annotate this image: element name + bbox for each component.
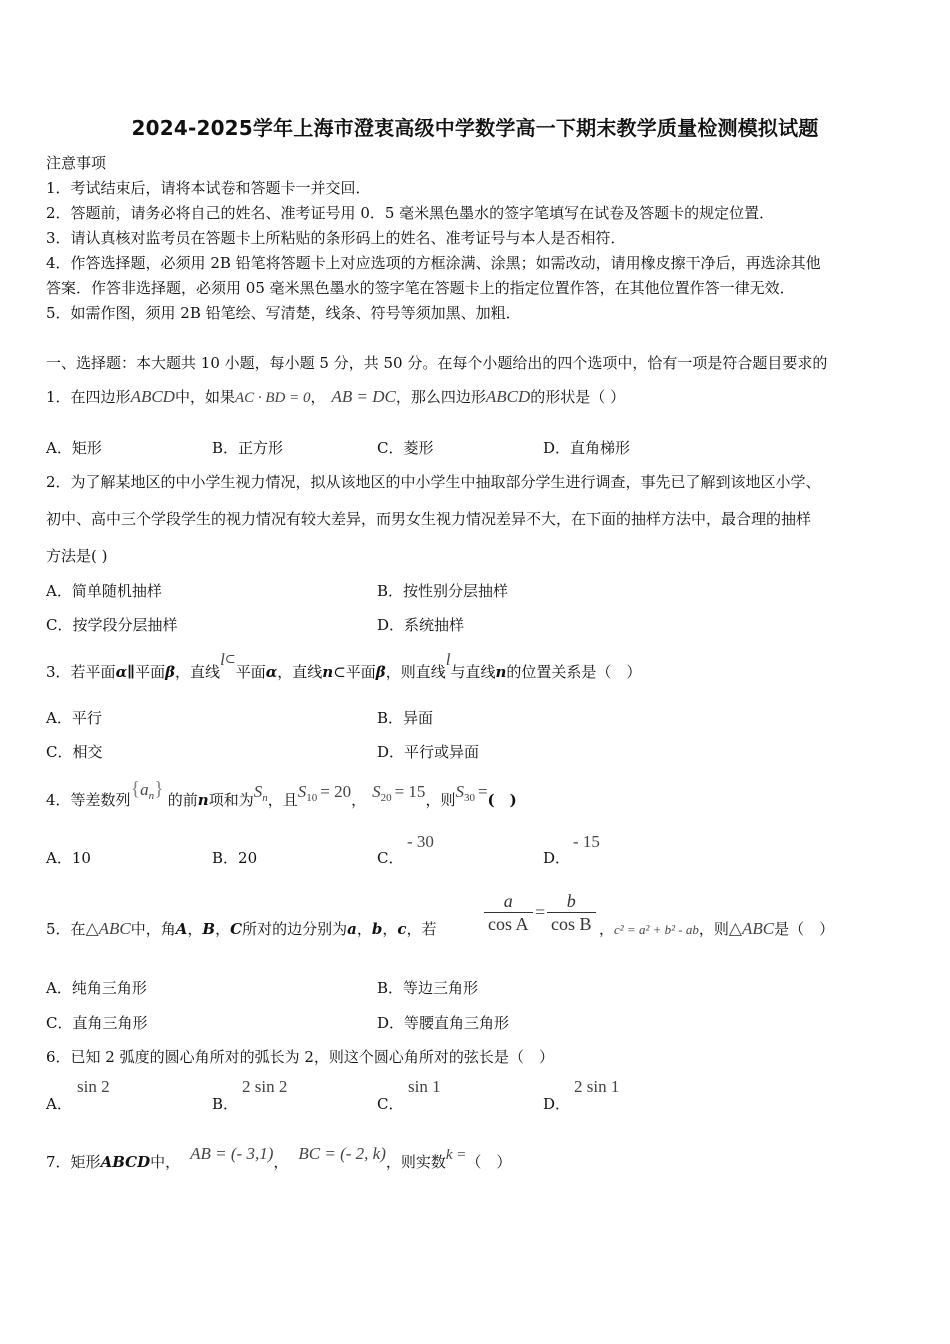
option-a: A．矩形 [46,439,102,457]
option-d: D．系统抽样 [377,616,465,634]
option-c: C．按学段分层抽样 [46,616,178,634]
math-expression: AB = (- 3,1) [190,1144,274,1163]
option-a: A．简单随机抽样 [46,582,162,600]
option-d-value: - 15 [573,832,600,851]
fraction-a-over-cosa: $\frac{a}{\text{cos A}}$ [484,890,533,935]
question-2-line: 初中、高中三个学段学生的视力情况有较大差异，而男女生视力情况差异不大，在下面的抽样方法中，最合理的抽样 [46,510,812,528]
fraction-b-over-cosb: $\frac{b}{\text{cos B}}$ [547,890,596,935]
option-b: B．20 [212,849,258,867]
notice-item: 2．答题前，请务必将自己的姓名、准考证号用 0．5 毫米黑色墨水的签字笔填写在试卷及答题卡的规定位置． [46,204,775,222]
question-2-line: 2．为了解某地区的中小学生视力情况，拟从该地区的中小学生中抽取部分学生进行调查，事先已了解到该地区小学、 [46,473,821,491]
option-d: D．直角梯形 [543,439,631,457]
math-expression: k = [445,1147,467,1163]
option-d: D． [543,849,571,867]
notice-item: 1．考试结束后，请将本试卷和答题卡一并交回． [46,179,371,197]
option-a: A．平行 [46,709,102,727]
notice-item: 3．请认真核对监考员在答题卡上所粘贴的条形码上的姓名、准考证号与本人是否相符． [46,229,626,247]
question-5-text: 5．在△ABC中，角A，B，C所对的边分别为a，b，c，若 [46,919,437,938]
question-6: 6．已知 2 弧度的圆心角所对的弧长为 2，则这个圆心角所对的弦长是（ ） [46,1048,554,1066]
page-title: 2024-2025学年上海市澄衷高级中学数学高一下期末教学质量检测模拟试题 [131,116,819,140]
notice-item: 答案．作答非选择题，必须用 05 毫米黑色墨水的签字笔在答题卡上的指定位置作答，在其他位置作答一律无效． [46,279,795,297]
notice-item: 4．作答选择题，必须用 2B 铅笔将答题卡上对应选项的方框涂满、涂黑；如需改动，请用橡皮擦干净后，再选涂其他 [46,254,821,272]
option-d-value: 2 sin 1 [574,1077,620,1096]
option-c-value: - 30 [407,832,434,851]
math-expression: AB = DC [331,387,396,406]
option-b: B．按性别分层抽样 [377,582,509,600]
notice-item: 5．如需作图，须用 2B 铅笔绘、写清楚，线条、符号等须加黑、加粗． [46,304,521,322]
math-expression: c² = a² + b² - ab [614,922,699,937]
math-expression: AC · BD = 0 [234,390,311,406]
math-expression: ABCD [485,387,531,406]
option-b: B． [212,1095,239,1113]
option-c-value: sin 1 [408,1077,441,1096]
option-c: C．直角三角形 [46,1014,148,1032]
option-b: B．正方形 [212,439,284,457]
option-c: C．相交 [46,743,103,761]
option-d: D． [543,1095,571,1113]
section-heading: 一、选择题：本大题共 10 小题，每小题 5 分，共 50 分。在每个小题给出的四个选项中，恰有一项是符合题目要求的 [46,354,828,372]
option-b: B．异面 [377,709,434,727]
question-3: 3．若平面α∥平面β，直线l⊂平面α，直线n⊂平面β，则直线l与直线n的位置关系是（ ） [46,650,642,681]
option-a: A． [46,1095,72,1113]
question-1: 1．在四边形ABCD中，如果AC · BD = 0， AB = DC，那么四边形ABCD的形状是（ ） [46,387,626,406]
option-a: A．10 [46,849,91,867]
option-c: C．菱形 [377,439,434,457]
math-expression: ABCD [130,387,175,406]
option-a-value: sin 2 [77,1077,110,1096]
option-a: A．纯角三角形 [46,979,147,997]
option-d: D．等腰直角三角形 [377,1014,510,1032]
option-b-value: 2 sin 2 [242,1077,288,1096]
question-2-line: 方法是( ) [46,547,108,565]
question-4: 4．等差数列$\{a^n\}$ 的前n项和为$S^n$，且$S^{10} = 20$， $S^{20} = 15$，则$S^{30}$ =( ) [46,778,517,809]
question-7: 7．矩形ABCD中， AB = (- 3,1)， BC = (- 2, k)，则实数k =（ ） [46,1144,512,1171]
question-5-tail: ，c² = a² + b² - ab，则△ABC是（ ） [599,919,835,938]
math-expression: BC = (- 2, k) [298,1144,386,1163]
option-d: D．平行或异面 [377,743,480,761]
notice-heading: 注意事项 [46,154,107,172]
option-c: C． [377,849,404,867]
option-b: B．等边三角形 [377,979,479,997]
option-c: C． [377,1095,404,1113]
